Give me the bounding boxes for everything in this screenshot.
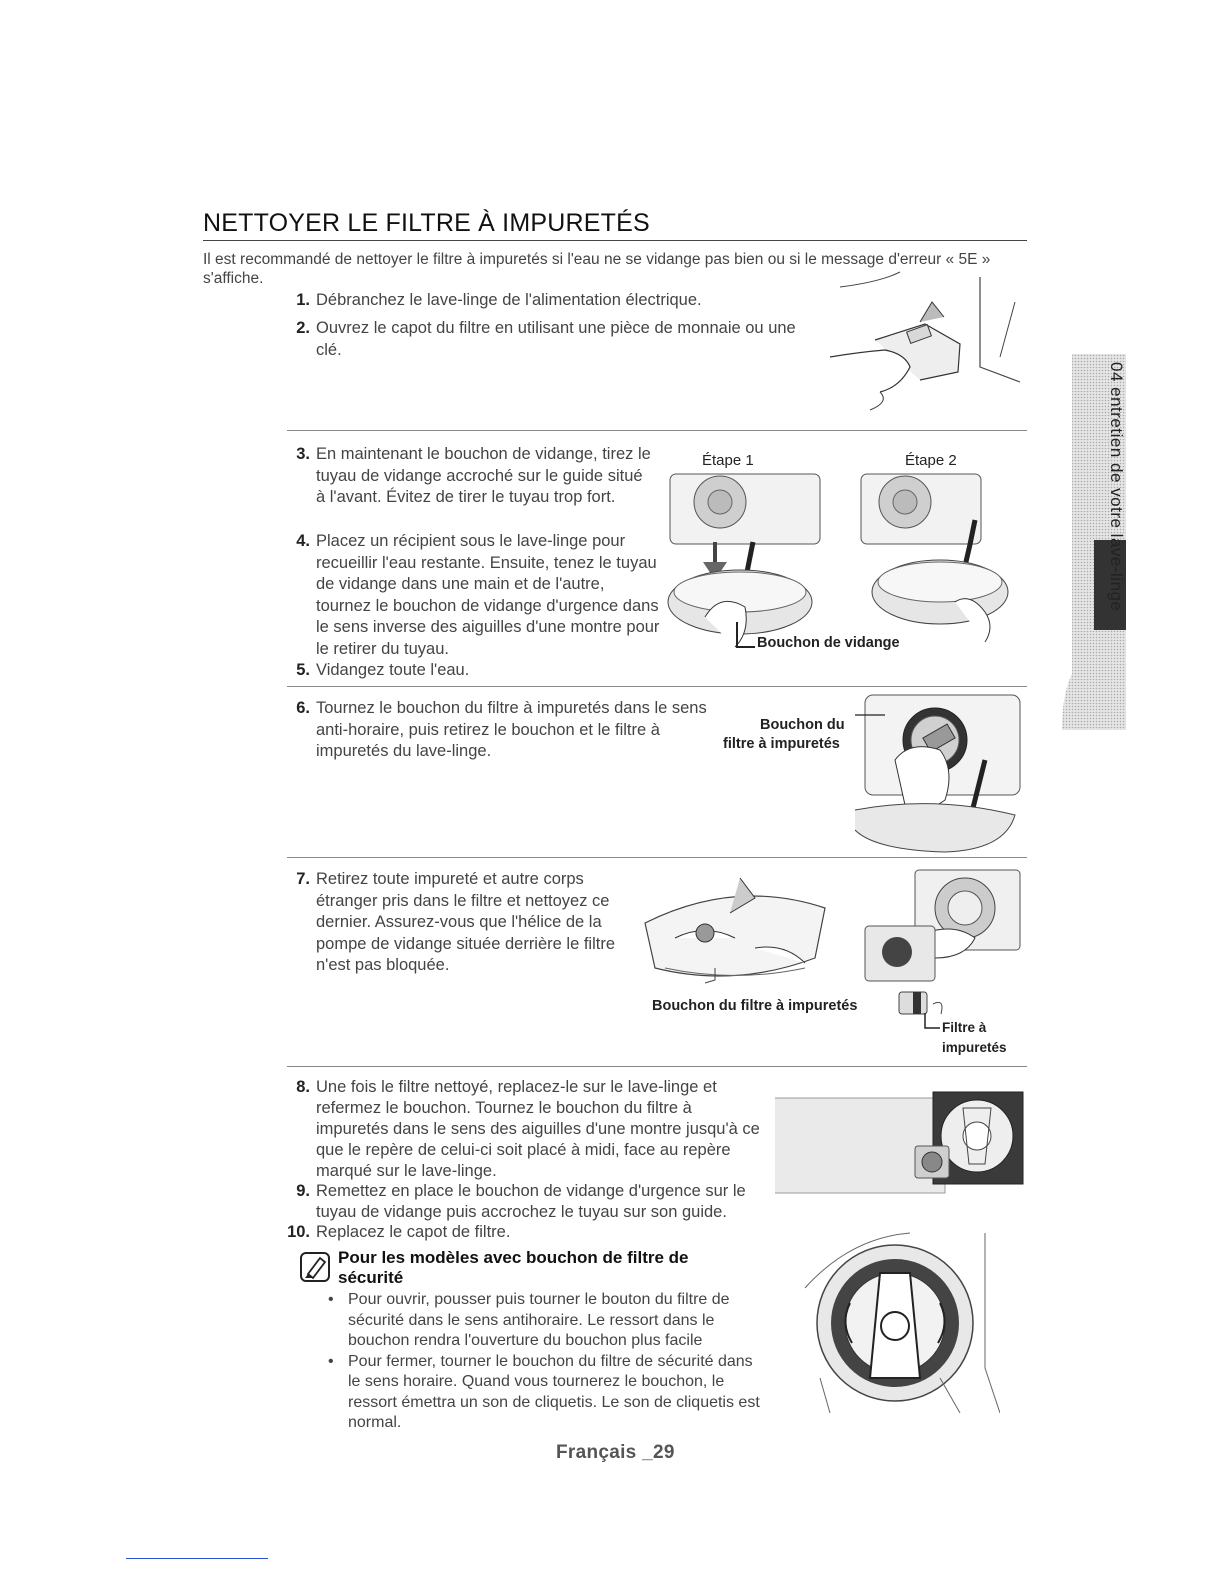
step-number: 1. [296, 291, 310, 309]
step-number: 3. [296, 445, 310, 463]
filter-refit-illustration [775, 1088, 1025, 1206]
step-number: 4. [296, 532, 310, 550]
note-bullet: • Pour ouvrir, pousser puis tourner le bouton du filtre de sécurité dans le sens antihoraire. Le ressort dans le bouchon rendra l'ouverture du bouchon plus facile [328, 1290, 768, 1352]
label-filtre-impuretes: filtre à impuretés [723, 736, 840, 752]
step-text: Tournez le bouchon du filtre à impuretés dans le sens anti-horaire, puis retirez le bouchon et le filtre à impuretés du lave-linge. [316, 699, 707, 760]
step-number: 5. [296, 661, 310, 679]
step-8 [296, 1077, 766, 1182]
side-tab-label: 04 entretien de votre lave-linge [1107, 362, 1126, 612]
title-underline [203, 240, 1027, 241]
note-bullet: • Pour fermer, tourner le bouchon du filtre de sécurité dans le sens horaire. Quand vous tournerez le bouchon, le ressort émettra un son de cliquetis. Le son de cliquetis est normal. [328, 1352, 768, 1434]
section-divider [287, 430, 1027, 431]
step-10 [287, 1222, 776, 1244]
step-text: Vidangez toute l'eau. [316, 661, 470, 679]
filter-cover-illustration [820, 262, 1030, 412]
section-divider [287, 686, 1027, 687]
drain-steps-illustration [665, 442, 1030, 664]
step-text: Débranchez le lave-linge de l'alimentation électrique. [316, 291, 702, 309]
label-bouchon-vidange: Bouchon de vidange [757, 635, 900, 651]
step-5 [296, 660, 656, 682]
step-text: Replacez le capot de filtre. [316, 1223, 511, 1241]
step-7 [296, 869, 634, 977]
label-etape-2: Étape 2 [905, 452, 957, 469]
step-text: Une fois le filtre nettoyé, replacez-le sur le lave-linge et refermez le bouchon. Tournez le bouchon du filtre à impuretés dans le sens des aiguilles d'une montre jusqu'à ce que le repère de celui-ci soit placé à midi, face au repère marqué sur le lave-linge. [316, 1078, 760, 1180]
step-3 [296, 444, 656, 509]
page-title: NETTOYER LE FILTRE À IMPURETÉS [203, 209, 650, 237]
label-filtre-a: Filtre à [942, 1020, 987, 1035]
step-number: 2. [296, 319, 310, 337]
step-2 [296, 318, 796, 361]
safety-filter-cap-illustration [800, 1228, 1000, 1413]
filter-cap-illustration [855, 690, 1027, 855]
label-etape-1: Étape 1 [702, 452, 754, 469]
step-text: Remettez en place le bouchon de vidange d'urgence sur le tuyau de vidange puis accrochez le tuyau sur son guide. [316, 1182, 746, 1221]
note-bullet-list [328, 1290, 768, 1434]
step-1 [296, 290, 786, 312]
step-number: 7. [296, 870, 310, 888]
step-text: Placez un récipient sous le lave-linge pour recueillir l'eau restante. Ensuite, tenez le tuyau de vidange dans une main et de l'autre, tournez le bouchon de vidange d'urgence dans le sens inverse des aiguilles d'une montre pour le retirer du tuyau. [316, 532, 660, 658]
step-number: 9. [296, 1182, 310, 1200]
step-text: Ouvrez le capot du filtre en utilisant une pièce de monnaie ou une clé. [316, 319, 796, 359]
section-divider [287, 1066, 1027, 1067]
step-9 [296, 1181, 776, 1223]
step-text: En maintenant le bouchon de vidange, tirez le tuyau de vidange accroché sur le guide situé à l'avant. Évitez de tirer le tuyau trop fort. [316, 445, 651, 506]
step-6 [296, 698, 716, 763]
note-icon [298, 1250, 332, 1284]
step-number: 6. [296, 699, 310, 717]
page-footer: Français _29 [556, 1442, 675, 1463]
step-text: Retirez toute impureté et autre corps étranger pris dans le filtre et nettoyez ce dernier. Assurez-vous que l'hélice de la pompe de vidange située derrière le filtre n'est pas bloquée. [316, 870, 616, 974]
label-bouchon-filtre-impuretes: Bouchon du filtre à impuretés [652, 998, 858, 1014]
step-number: 10. [287, 1223, 310, 1241]
note-title: Pour les modèles avec bouchon de filtre de sécurité [338, 1248, 689, 1287]
bottom-rule [126, 1558, 268, 1559]
label-bouchon-du: Bouchon du [760, 717, 845, 733]
step-number: 8. [296, 1078, 310, 1096]
label-impuretes: impuretés [942, 1040, 1007, 1055]
intro-text: Il est recommandé de nettoyer le filtre à impuretés si l'eau ne se vidange pas bien ou si le message d'erreur « 5E » s'affiche. [203, 251, 991, 287]
step-4 [296, 531, 661, 660]
section-divider [287, 857, 1027, 858]
